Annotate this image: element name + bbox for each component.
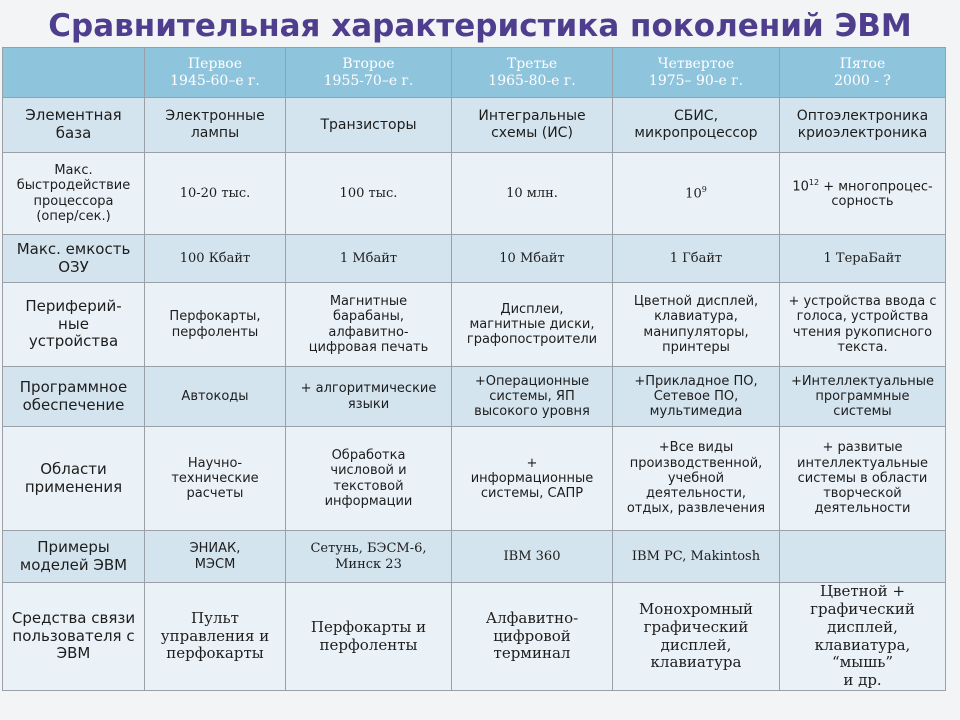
header-gen-name: Первое <box>187 55 243 72</box>
speed-exponent: 9 <box>701 185 707 195</box>
table-cell: 10 Мбайт <box>452 235 613 283</box>
table-cell: ЭНИАК, МЭСМ <box>145 531 286 583</box>
table-cell: Научно- технические расчеты <box>145 427 286 531</box>
table-cell: + устройства ввода с голоса, устройства чтения рукописного текста. <box>780 283 946 367</box>
row-label: Области применения <box>3 427 145 531</box>
table-cell: 10 млн. <box>452 153 613 235</box>
table-cell: + развитые интеллектуальные системы в области творческой деятельности <box>780 427 946 531</box>
table-cell: Цветной + графический дисплей, клавиатура, “мышь” и др. <box>780 583 946 691</box>
table-cell: 100 Кбайт <box>145 235 286 283</box>
table-cell: +Прикладное ПО, Сетевое ПО, мультимедиа <box>613 367 780 427</box>
table-cell: Автокоды <box>145 367 286 427</box>
table-cell: Перфокарты и перфоленты <box>286 583 452 691</box>
speed-base: 10 <box>685 186 702 202</box>
row-peripherals <box>3 283 946 367</box>
table-cell: 10-20 тыс. <box>145 153 286 235</box>
header-gen-years: 1965-80-е г. <box>488 72 576 89</box>
table-cell: + алгоритмические языки <box>286 367 452 427</box>
table-cell: +Интеллектуальные программные системы <box>780 367 946 427</box>
table-cell: 1 ТераБайт <box>780 235 946 283</box>
row-element-base <box>3 98 946 153</box>
table-cell: Магнитные барабаны, алфавитно- цифровая печать <box>286 283 452 367</box>
table-cell: IBM PC, Makintosh <box>613 531 780 583</box>
header-gen-years: 1975– 90-е г. <box>648 72 744 89</box>
table-cell: Пульт управления и перфокарты <box>145 583 286 691</box>
table-cell: Обработка числовой и текстовой информации <box>286 427 452 531</box>
page-title: Сравнительная характеристика поколений ЭВМ <box>48 8 912 44</box>
row-label: Примеры моделей ЭВМ <box>3 531 145 583</box>
table-cell: Электронные лампы <box>145 98 286 153</box>
table-cell: 1 Мбайт <box>286 235 452 283</box>
row-applications <box>3 427 946 531</box>
table-cell: Перфокарты, перфоленты <box>145 283 286 367</box>
table-cell <box>780 531 946 583</box>
speed-base: 10 <box>792 178 809 194</box>
table-cell <box>780 153 946 235</box>
row-label: Средства связи пользователя с ЭВМ <box>3 583 145 691</box>
row-label: Элементная база <box>3 98 145 153</box>
table-cell: Оптоэлектроника криоэлектроника <box>780 98 946 153</box>
table-cell: СБИС, микропроцессор <box>613 98 780 153</box>
header-gen-2 <box>286 48 452 98</box>
table-cell: + информационные системы, САПР <box>452 427 613 531</box>
table-cell: Интегральные схемы (ИС) <box>452 98 613 153</box>
row-ram <box>3 235 946 283</box>
row-label: Программное обеспечение <box>3 367 145 427</box>
header-gen-5 <box>780 48 946 98</box>
table-cell: 100 тыс. <box>286 153 452 235</box>
header-gen-name: Третье <box>506 55 558 72</box>
table-cell: Цветной дисплей, клавиатура, манипуляторы, принтеры <box>613 283 780 367</box>
header-gen-3 <box>452 48 613 98</box>
table-cell: Дисплеи, магнитные диски, графопостроители <box>452 283 613 367</box>
row-models <box>3 531 946 583</box>
row-max-speed <box>3 153 946 235</box>
header-corner-cell <box>3 48 145 98</box>
header-gen-name: Пятое <box>839 55 886 72</box>
speed-note: + многопроцес- сорность <box>823 178 933 210</box>
table-cell: +Операционные системы, ЯП высокого уровня <box>452 367 613 427</box>
table-cell: +Все виды производственной, учебной деятельности, отдых, развлечения <box>613 427 780 531</box>
table-cell: 1 Гбайт <box>613 235 780 283</box>
table-cell: Транзисторы <box>286 98 452 153</box>
header-gen-years: 2000 - ? <box>834 72 891 89</box>
row-user-interface <box>3 583 946 691</box>
row-label: Макс. быстродействие процессора (опер/сек.) <box>3 153 145 235</box>
table-cell: Алфавитно- цифровой терминал <box>452 583 613 691</box>
table-cell <box>613 153 780 235</box>
table-cell: IBM 360 <box>452 531 613 583</box>
header-row <box>3 48 946 98</box>
header-gen-4 <box>613 48 780 98</box>
header-gen-name: Второе <box>342 55 395 72</box>
header-gen-years: 1945-60–е г. <box>170 72 260 89</box>
header-gen-1 <box>145 48 286 98</box>
row-software <box>3 367 946 427</box>
speed-exponent: 12 <box>808 177 820 187</box>
table-cell: Сетунь, БЭСМ-6, Минск 23 <box>286 531 452 583</box>
table-cell: Монохромный графический дисплей, клавиатура <box>613 583 780 691</box>
header-gen-name: Четвертое <box>657 55 735 72</box>
row-label: Периферий- ные устройства <box>3 283 145 367</box>
header-gen-years: 1955-70–е г. <box>323 72 414 89</box>
generations-table <box>2 47 946 691</box>
row-label: Макс. емкость ОЗУ <box>3 235 145 283</box>
